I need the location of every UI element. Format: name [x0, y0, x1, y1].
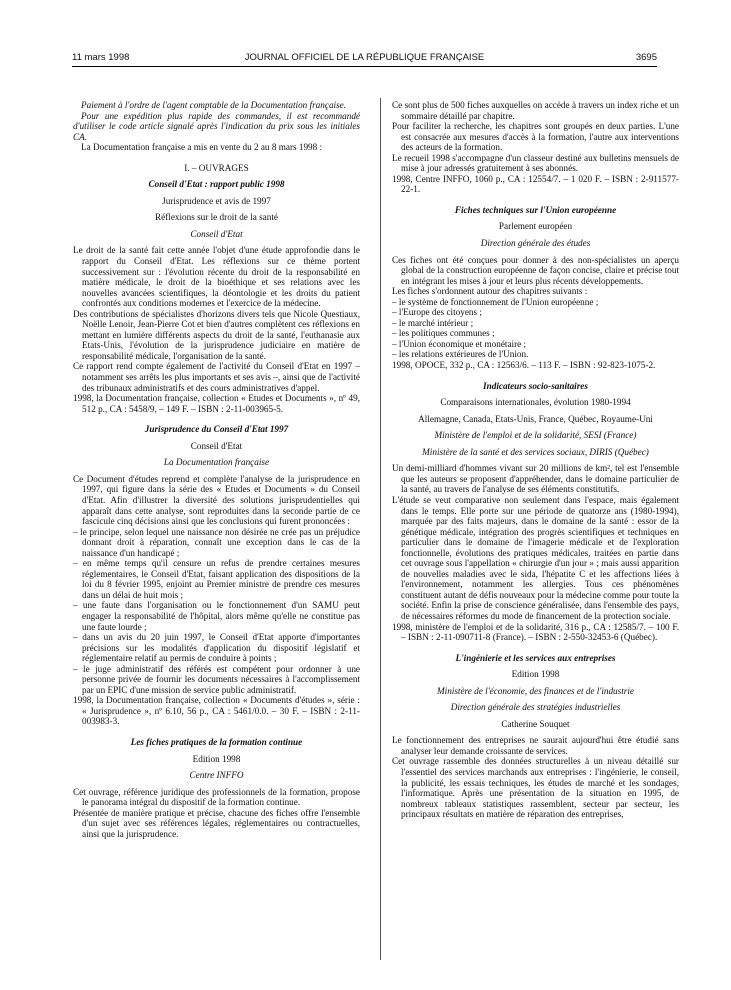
list-item: – l'Europe des citoyens ; [392, 307, 482, 318]
header-title: JOURNAL OFFICIEL DE LA RÉPUBLIQUE FRANÇAISE [244, 52, 485, 63]
book-title: Les fiches pratiques de la formation continue [130, 736, 303, 747]
book-publisher: Direction générale des études [480, 238, 591, 249]
book-edition: Edition 1998 [192, 753, 241, 764]
book-publisher: Direction générale des stratégies industrielles [450, 702, 621, 713]
book-paragraph: Les fiches s'ordonnent autour des chapitres suivants : [392, 286, 588, 297]
book-reference: 1998, Centre INFFO, 1060 p., CA : 12554/7. – 1 020 F. – ISBN : 2-911577-22-1. [392, 173, 679, 195]
intro-payment: Paiement à l'ordre de l'agent comptable de la Documentation française. [81, 100, 347, 110]
book-paragraph: Le recueil 1998 s'accompagne d'un classeur destiné aux bulletins mensuels de mise à jour adressés gratuitement à ses abonnés. [392, 152, 679, 174]
book-paragraph: Ce sont plus de 500 fiches auxquelles on accède à travers un index riche et un sommaire détaillé par chapitre. [392, 100, 679, 121]
book-paragraph: Ces fiches ont été conçues pour donner à des non-spécialistes un aperçu global de la construction européenne de façon concise, claire et précise tout en intégrant les mises à jour et leurs plus récents développements. [392, 254, 679, 286]
list-item: – les relations extérieures de l'Union. [392, 349, 529, 360]
book-paragraph: L'étude se veut comparative non seulement dans l'espace, mais également dans le temps. Elle porte sur une période de quatorze ans (1980-1994), marquée par des faits majeurs, dans le domaine de la santé : essor de la génétique médicale, intégration des progrès scientifiques et techniques en particulier dans le domaine de l'imagerie médicale et de l'exploration fonctionnelle, évolutions des pratiques médicales, traitées en partie dans cet ouvrage sous l'appellation « chirurgie d'un jour » ; mais aussi apparition de nouvelles maladies avec le sida, l'hépatite C et les affections liées à l'environnement, notamment les allergies. Tous ces phénomènes constituent autant de défis nouveaux pour la médecine comme pour toute la société. Enfin la prise de conscience généralisée, dans l'ensemble des pays, de nécessaires réformes du mode de financement de la protection sociale. [392, 494, 679, 621]
book-title: Indicateurs socio-sanitaires [483, 380, 588, 391]
book-subtitle: Comparaisons internationales, évolution 1980-1994 [440, 397, 631, 408]
intro-order-code: Pour une expédition plus rapide des commandes, il est recommandé d'utiliser le code article signalé après l'indication du prix sous les initiales CA. [73, 110, 360, 142]
book-paragraph: Le droit de la santé fait cette année l'objet d'une étude approfondie dans le rapport du Conseil d'Etat. Les réflexions sur ce thème portent successivement sur : l'évolution récente du droit de la responsabilité en matière médicale, le droit de la bioéthique et ses relations avec les nouvelles avancées scientifiques, la déontologie et les droits du patient confrontés aux conditions modernes et l'exercice de la médecine. [73, 245, 360, 309]
book-edition: Edition 1998 [511, 669, 560, 680]
book-paragraph: Cet ouvrage, référence juridique des professionnels de la formation, propose le panorama intégral du dispositif de la formation continue. [73, 786, 360, 808]
list-item: – l'Union économique et monétaire ; [392, 338, 527, 349]
header-rule [72, 66, 657, 67]
book-reference: 1998, la Documentation française, collection « Documents d'études », série : « Jurisprudence », nº 6.10, 56 p., CA : 5461/0.0. – 30 F. – ISBN : 2-11-003983-3. [73, 695, 360, 727]
book-publisher: Ministère de la santé et des services sociaux, DIRIS (Québec) [422, 446, 649, 457]
book-paragraph: Ce rapport rend compte également de l'activité du Conseil d'Etat en 1997 – notamment ses arrêts les plus importants et ses avis –, ainsi que de l'activité des tribunaux administratifs et des cours administratives d'appel. [73, 361, 360, 393]
book-paragraph: Un demi-milliard d'hommes vivant sur 20 millions de km², tel est l'ensemble que les auteurs se proposent d'appréhender, dans le domaine particulier de la santé, au travers de l'analyse de ses éléments constitutifs. [392, 463, 679, 495]
book-author: Conseil d'Etat [190, 440, 243, 451]
book-publisher: Ministère de l'emploi et de la solidarité, SESI (France) [434, 430, 637, 441]
book-title: Jurisprudence du Conseil d'Etat 1997 [144, 424, 289, 435]
book-publisher: La Documentation française [163, 457, 270, 468]
list-item: – le juge administratif des référés est compétent pour ordonner à une personne privée de fournir les documents nécessaires à l'accomplissement par un EPIC d'une mission de service public administratif. [73, 663, 360, 695]
intro-sale-dates: La Documentation française a mis en vente du 2 au 8 mars 1998 : [81, 142, 323, 153]
book-reference: 1998, ministère de l'emploi et de la solidarité, 316 p., CA : 12585/7. – 100 F. – ISBN : 2-11-090711-8 (France). – ISBN : 2-550-32453-6 (Québec). [392, 621, 679, 643]
left-column [73, 100, 360, 839]
book-paragraph: Le fonctionnement des entreprises ne saurait aujourd'hui être étudié sans analyser leur demande croissante de services. [392, 735, 679, 756]
book-author: Parlement européen [498, 221, 573, 232]
book-publisher: Ministère de l'économie, des finances et de l'industrie [437, 685, 634, 696]
book-reference: 1998, OPOCE, 332 p., CA : 12563/6. – 113 F. – ISBN : 92-823-1075-2. [392, 360, 656, 371]
list-item: – le système de fonctionnement de l'Union européenne ; [392, 296, 599, 307]
book-title: Conseil d'Etat : rapport public 1998 [148, 179, 285, 190]
page-number: 3695 [635, 52, 657, 63]
column-divider [380, 98, 381, 960]
book-title: L'ingénierie et les services aux entreprises [455, 652, 616, 663]
right-column [392, 100, 679, 820]
book-subtitle: Réflexions sur le droit de la santé [155, 212, 278, 223]
book-paragraph: Cet ouvrage rassemble des données structurelles à un niveau détaillé sur l'essentiel des services marchands aux entreprises : l'ingénierie, le conseil, la publicité, les essais techniques, les études de marché et les sondages, l'informatique. Après une présentation de la situation en 1995, de nombreux tableaux statistiques rassemblent, secteur par secteur, les principaux résultats en matière de réparation des entreprises, [392, 756, 679, 820]
list-item: – les politiques communes ; [392, 328, 495, 339]
list-item: – le marché intérieur ; [392, 317, 474, 328]
book-subtitle: Jurisprudence et avis de 1997 [162, 195, 271, 206]
book-reference: 1998, la Documentation française, collection « Etudes et Documents », nº 49, 512 p., CA : 5458/9, – 149 F. – ISBN : 2-11-003965-5. [73, 393, 360, 414]
book-author: Catherine Souquet [501, 718, 570, 729]
book-paragraph: Des contributions de spécialistes d'horizons divers tels que Nicole Questiaux, Noëlle Lenoir, Jean-Pierre Cot et bien d'autres complètent ces réflexions en mettant en lumière différents aspects du droit de la santé, l'euthanasie aux Etats-Unis, l'évolution de la jurisprudence judiciaire en matière de responsabilité médicale, l'organisation de la santé. [73, 308, 360, 361]
book-subtitle: Allemagne, Canada, Etats-Unis, France, Québec, Royaume-Uni [418, 413, 653, 424]
section-title: I. – OUVRAGES [184, 162, 249, 173]
list-item: – dans un avis du 20 juin 1997, le Conseil d'Etat apporte d'importantes précisions sur les modalités d'application du dispositif législatif et réglementaire relatif au permis de conduire à points ; [73, 632, 360, 664]
page-header [72, 52, 657, 66]
book-author: Centre INFFO [189, 770, 244, 781]
book-title: Fiches techniques sur l'Union européenne [454, 204, 617, 215]
list-item: – une faute dans l'organisation ou le fonctionnement d'un SAMU peut engager la responsabilité de l'hôpital, alors même qu'elle ne constitue pas une faute lourde ; [73, 600, 360, 632]
book-paragraph: Présentée de manière pratique et précise, chacune des fiches offre l'ensemble d'un sujet avec ses références légales, réglementaires ou contractuelles, ainsi que la jurisprudence. [73, 807, 360, 839]
header-date: 11 mars 1998 [72, 52, 130, 63]
list-item: – le principe, selon lequel une naissance non désirée ne crée pas un préjudice donnant droit à réparation, connaît une exception dans le cas de la naissance d'un handicapé ; [73, 526, 360, 558]
book-paragraph: Ce Document d'études reprend et complète l'analyse de la jurisprudence en 1997, qui figure dans la série des « Etudes et Documents » du Conseil d'Etat. Afin d'illustrer la diversité des solutions jurisprudentielles qui apparaît dans cette analyse, sont reproduites dans la seconde partie de ce fascicule cinq décisions ainsi que les conclusions qui furent prononcées : [73, 473, 360, 527]
book-paragraph: Pour faciliter la recherche, les chapitres sont groupés en deux parties. L'une est consacrée aux mesures d'accès à la formation, l'autre aux interventions des acteurs de la formation. [392, 121, 679, 153]
list-item: – en même temps qu'il censure un refus de prendre certaines mesures réglementaires, le Conseil d'Etat, faisant application des dispositions de la loi du 8 février 1995, enjoint au Premier ministre de prendre ces mesures dans un délai de huit mois ; [73, 558, 360, 600]
book-author: Conseil d'Etat [190, 228, 243, 239]
